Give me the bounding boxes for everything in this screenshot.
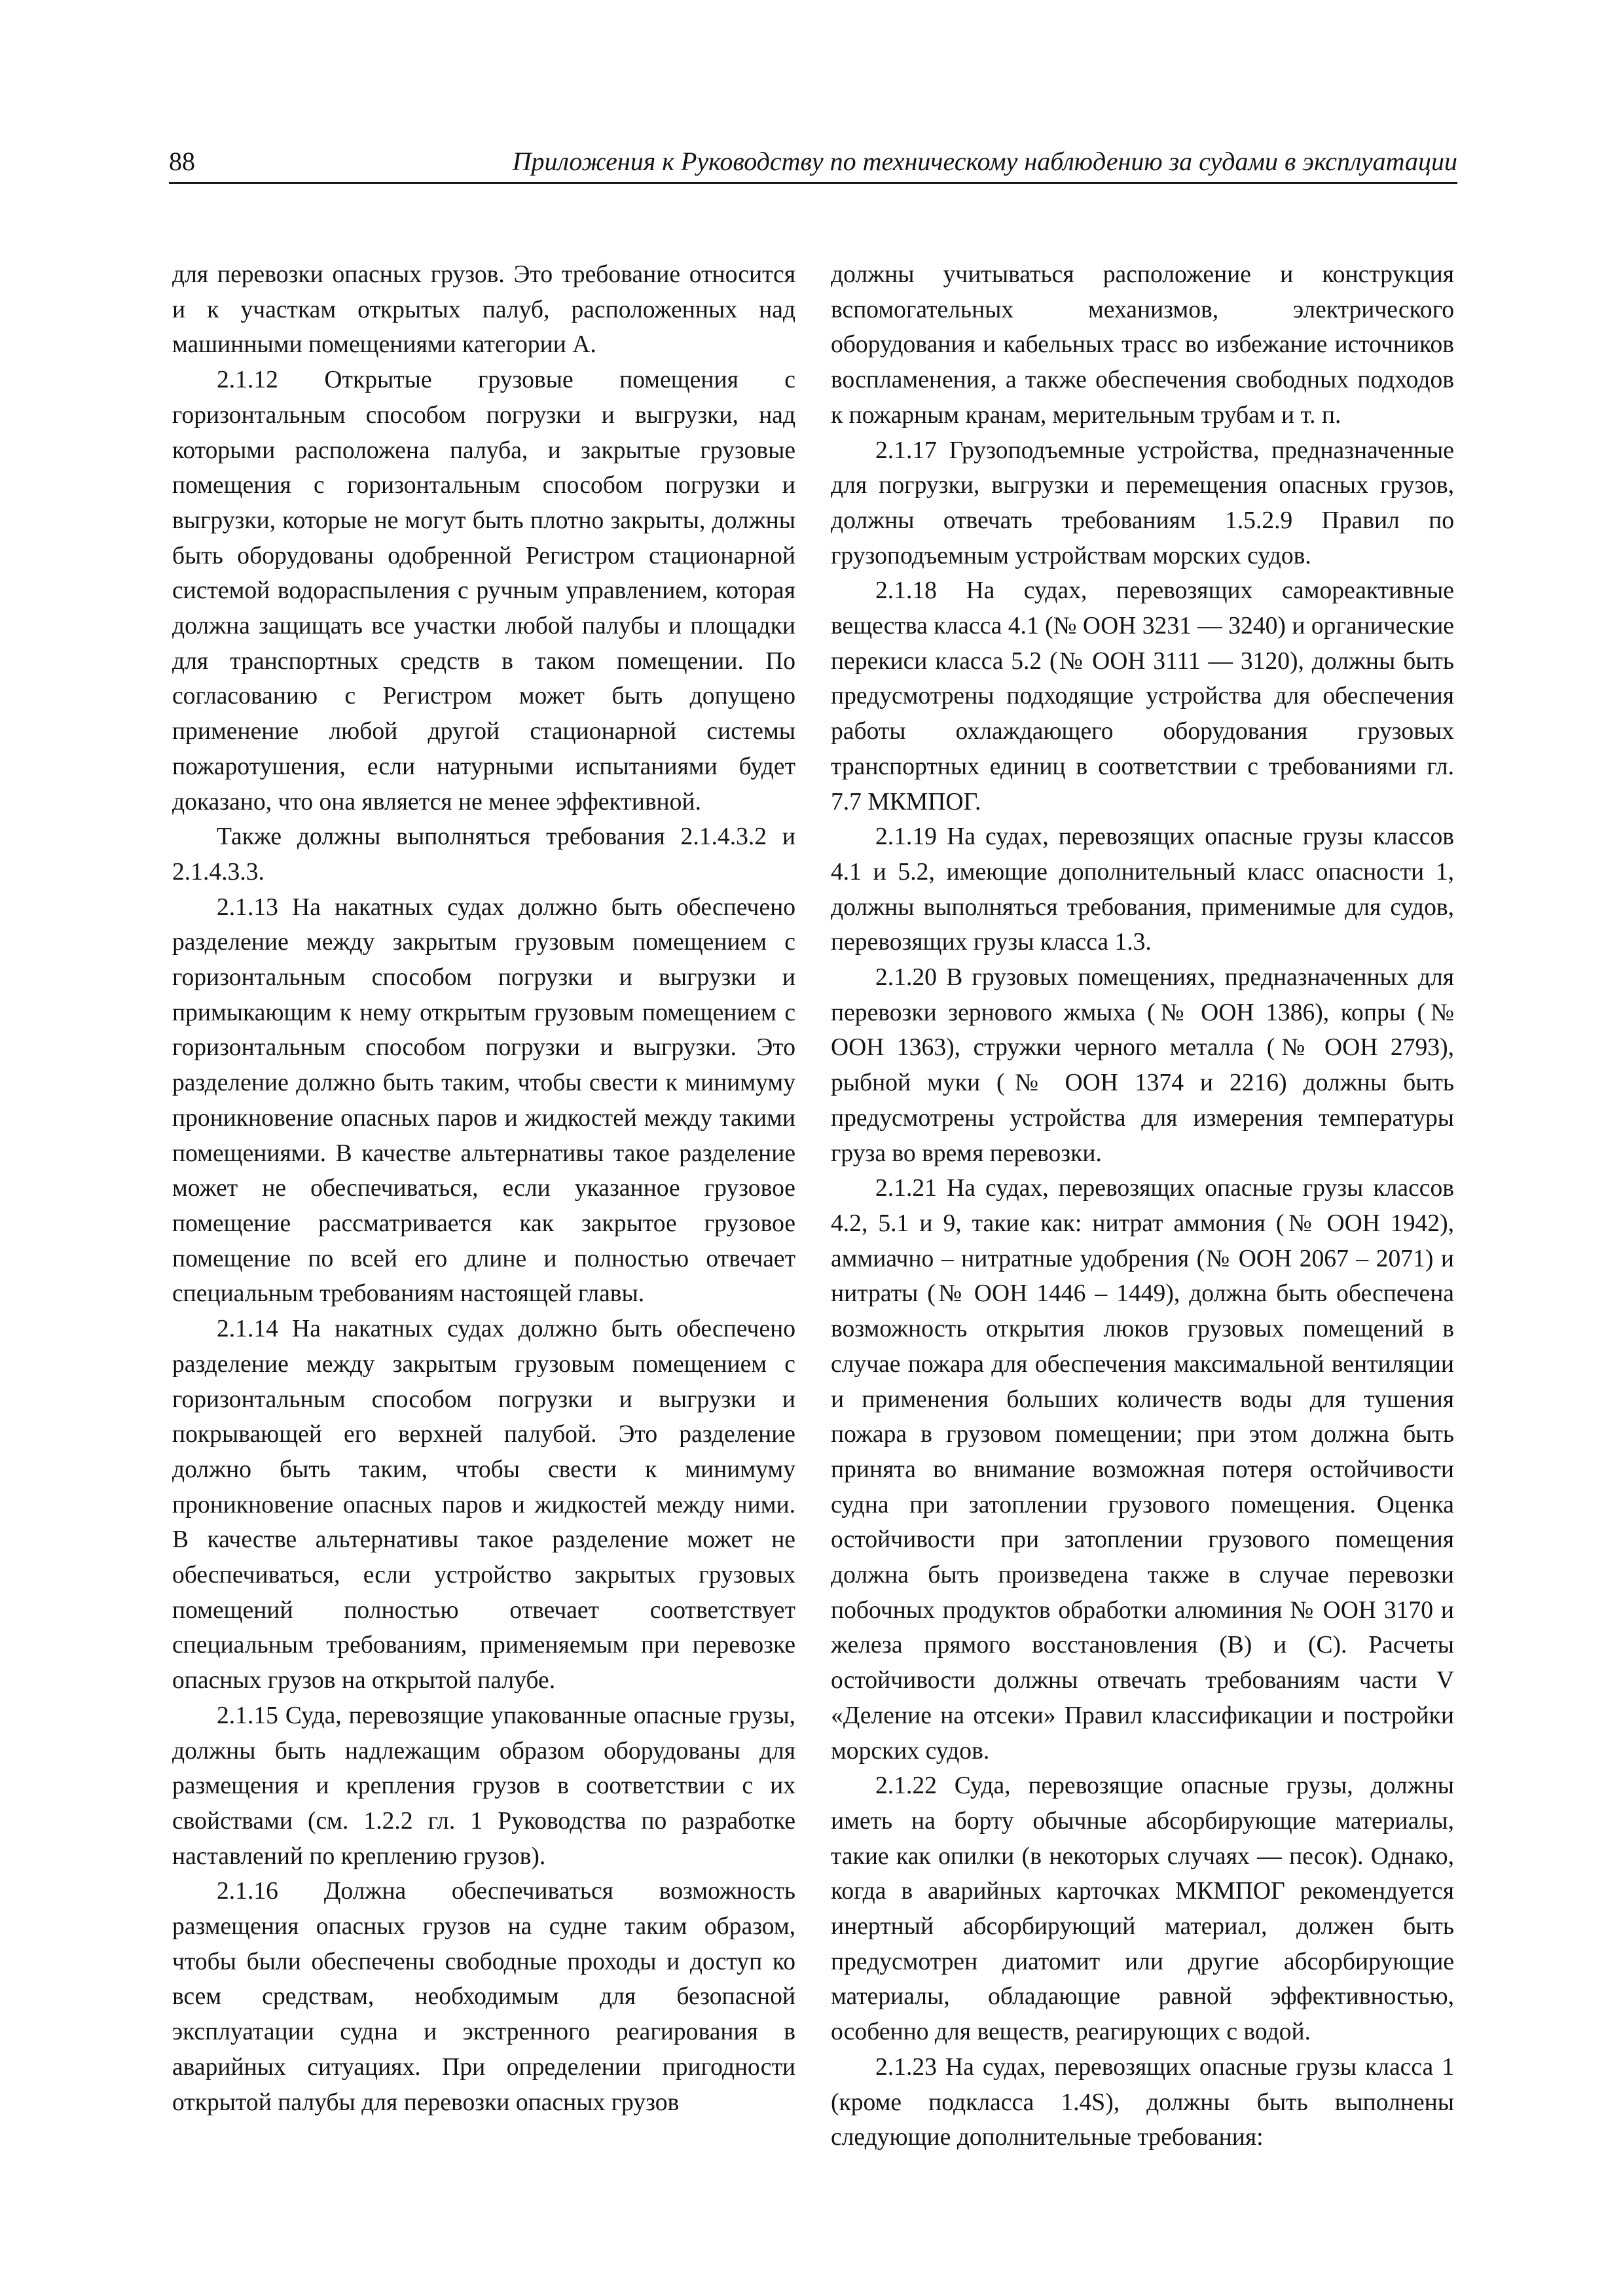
page-number: 88 <box>169 147 195 176</box>
paragraph-text: На накатных судах должно быть обеспечено разделение между закрытым грузовым помещением с горизонтальным способом погрузки и выгрузки и примыкающим к нему открытым грузовым помещением с горизонтальным способом погрузки и выгрузки. Это разделение должно быть таким, чтобы свести к минимуму проникновение опасных паров и жидкостей между такими помещениями. В качестве альтернативы такое разделение может не обеспечиваться, если указанное грузовое помещение рассматривается как закрытое грузовое помещение по всей его длине и полностью отвечает специальным требованиям настоящей главы. <box>172 893 795 1308</box>
paragraph-2-1-23 <box>831 2050 1454 2155</box>
clause-number: 2.1.18 <box>875 577 937 605</box>
clause-number: 2.1.14 <box>217 1316 278 1343</box>
clause-number: 2.1.20 <box>875 964 937 992</box>
paragraph-text: Суда, перевозящие упакованные опасные грузы, должны быть надлежащим образом оборудованы для размещения и крепления грузов в соответствии с их свойствами (см. 1.2.2 гл. 1 Руководства по разработке наставлений по креплению грузов). <box>172 1702 795 1870</box>
paragraph-text: На судах, перевозящих опасные грузы классов 4.2, 5.1 и 9, такие как: нитрат аммония (№ ООН 1942), аммиачно – нитратные удобрения (№ ООН 2067 – 2071) и нитраты (№ ООН 1446 – 1449), должна быть обеспечена возможность открытия люков грузовых помещений в случае пожара для обеспечения максимальной вентиляции и применения больших количеств воды для тушения пожара в грузовом помещении; при этом должна быть принята во внимание возможная потеря остойчивости судна при затоплении грузового помещения. Оценка остойчивости при затоплении грузового помещения должна быть произведена также в случае перевозки побочных продуктов обработки алюминия № ООН 3170 и железа прямого восстановления (B) и (C). Расчеты остойчивости должны отвечать требованиям части V «Деление на отсеки» Правил классификации и постройки морских судов. <box>831 1175 1454 1765</box>
paragraph-2-1-13 <box>172 890 795 1312</box>
paragraph-text: Также должны выполняться требования 2.1.4.3.2 и 2.1.4.3.3. <box>172 823 795 886</box>
clause-number: 2.1.12 <box>217 367 278 394</box>
paragraph-2-1-15 <box>172 1698 795 1874</box>
paragraph-text: На судах, перевозящих самореактивные вещества класса 4.1 (№ ООН 3231 — 3240) и органические перекиси класса 5.2 (№ ООН 3111 — 3120), должны быть предусмотрены подходящие устройства для обеспечения работы охлаждающего оборудования грузовых транспортных единиц в соответствии с требованиями гл. 7.7 МКМПОГ. <box>831 577 1454 816</box>
paragraph-text: Открытые грузовые помещения с горизонтальным способом погрузки и выгрузки, над которыми расположена палуба, и закрытые грузовые помещения с горизонтальным способом погрузки и выгрузки, которые не могут быть плотно закрыты, должны быть оборудованы одобренной Регистром стационарной системой водораспыления с ручным управлением, которая должна защищать все участки любой палубы и площадки для транспортных средств в таком помещении. По согласованию с Регистром может быть допущено применение любой другой стационарной системы пожаротушения, если натурными испытаниями будет доказано, что она является не менее эффективной. <box>172 367 795 816</box>
running-title: Приложения к Руководству по техническому наблюдению за судами в эксплуатации <box>512 147 1457 176</box>
paragraph-2-1-21 <box>831 1171 1454 1768</box>
paragraph-text: для перевозки опасных грузов. Это требование относится и к участкам открытых палуб, расположенных над машинными помещениями категории А. <box>172 261 795 359</box>
paragraph-2-1-17 <box>831 433 1454 574</box>
paragraph <box>831 257 1454 433</box>
paragraph-text: На накатных судах должно быть обеспечено разделение между закрытым грузовым помещением с горизонтальным способом погрузки и выгрузки и покрывающей его верхней палубой. Это разделение должно быть таким, чтобы свести к минимуму проникновение опасных паров и жидкостей между ними. В качестве альтернативы такое разделение может не обеспечиваться, если устройство закрытых грузовых помещений полностью отвечает соответствует специальным требованиям, применяемым при перевозке опасных грузов на открытой палубе. <box>172 1316 795 1695</box>
page-header <box>169 145 1457 184</box>
paragraph-2-1-12 <box>172 363 795 819</box>
paragraph-2-1-20 <box>831 960 1454 1171</box>
paragraph-text: должны учитываться расположение и конструкция вспомогательных механизмов, электрического оборудования и кабельных трасс во избежание источников воспламенения, а также обеспечения свободных подходов к пожарным кранам, мерительным трубам и т. п. <box>831 261 1454 429</box>
paragraph <box>172 819 795 889</box>
clause-number: 2.1.19 <box>875 823 937 851</box>
left-column <box>172 257 795 2120</box>
clause-number: 2.1.17 <box>875 437 937 464</box>
paragraph-text: Грузоподъемные устройства, предназначенные для погрузки, выгрузки и перемещения опасных грузов, должны отвечать требованиям 1.5.2.9 Правил по грузоподъемным устройствам морских судов. <box>831 437 1454 569</box>
paragraph <box>172 257 795 363</box>
paragraph-text: На судах, перевозящих опасные грузы классов 4.1 и 5.2, имеющие дополнительный класс опасности 1, должны выполняться требования, применимые для судов, перевозящих грузы класса 1.3. <box>831 823 1454 956</box>
clause-number: 2.1.22 <box>875 1772 937 1800</box>
paragraph-text: На судах, перевозящих опасные грузы класса 1 (кроме подкласса 1.4S), должны быть выполнены следующие дополнительные требования: <box>831 2053 1454 2151</box>
paragraph-text: В грузовых помещениях, предназначенных для перевозки зернового жмыха (№ ООН 1386), копры (№ ООН 1363), стружки черного металла (№ ООН 2793), рыбной муки (№ ООН 1374 и 2216) должны быть предусмотрены устройства для измерения температуры груза во время перевозки. <box>831 964 1454 1167</box>
paragraph-text: Должна обеспечиваться возможность размещения опасных грузов на судне таким образом, чтобы были обеспечены свободные проходы и доступ ко всем средствам, необходимым для безопасной эксплуатации судна и экстренного реагирования в аварийных ситуациях. При определении пригодности открытой палубы для перевозки опасных грузов <box>172 1878 795 2116</box>
right-column <box>831 257 1454 2155</box>
paragraph-2-1-14 <box>172 1312 795 1698</box>
paragraph-2-1-22 <box>831 1768 1454 2050</box>
paragraph-text: Суда, перевозящие опасные грузы, должны иметь на борту обычные абсорбирующие материалы, такие как опилки (в некоторых случаях — песок). Однако, когда в аварийных карточках МКМПОГ рекомендуется инертный абсорбирующий материал, должен быть предусмотрен диатомит или другие абсорбирующие материалы, обладающие равной эффективностью, особенно для веществ, реагирующих с водой. <box>831 1772 1454 2046</box>
paragraph-2-1-19 <box>831 819 1454 960</box>
clause-number: 2.1.13 <box>217 893 278 921</box>
clause-number: 2.1.15 <box>217 1702 278 1729</box>
paragraph-2-1-18 <box>831 573 1454 819</box>
clause-number: 2.1.16 <box>217 1878 278 1905</box>
paragraph-2-1-16 <box>172 1874 795 2120</box>
clause-number: 2.1.23 <box>875 2053 937 2081</box>
clause-number: 2.1.21 <box>875 1175 937 1202</box>
